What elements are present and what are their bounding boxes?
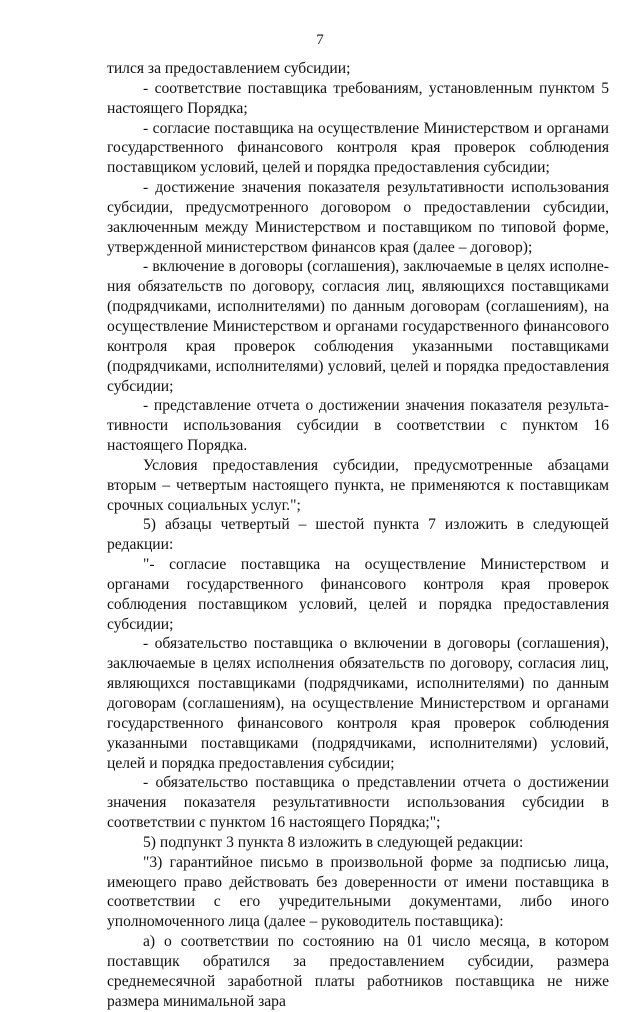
paragraph-continuation: тился за предоставлением субсидии; <box>107 60 351 77</box>
page-number: 7 <box>316 32 324 48</box>
paragraph-guarantee-letter: "3) гарантийное письмо в произвольной форме за подписью лица, имеющего право действовать без доверенности от имени поставщика в соответствии с его учредительными документами, либо иного уполномоченного лица (далее – руководитель поставщика): <box>107 853 609 931</box>
paragraph-requirements-compliance: - соответствие поставщика требованиям, установленным пунктом 5 настоящего Порядка; <box>107 79 609 117</box>
paragraph-amendment-item-8: 5) подпункт 3 пункта 8 изложить в следующей редакции: <box>143 833 524 851</box>
paragraph-new-obligation-report: - обязательство поставщика о представлении отчета о достижении значения показателя результативности использования субсидии в соответствии с пунктом 16 настоящего Порядка;"; <box>107 774 609 832</box>
paragraph-contract-inclusion: - включение в договоры (соглашения), заключаемые в целях исполнения обязательств по договору, согласия лиц, являющихся поставщиками (подрядчиками, исполнителями) по данным договорам (соглашениям), на осуществление Министерством и органами государственного финансового контроля края проверок соблюдения указанными поставщиками (подрядчиками, исполнителями) условий, целей и порядка предоставления субсидии; <box>107 258 609 395</box>
paragraph-amendment-item-7: 5) абзацы четвертый – шестой пункта 7 изложить в следующей редакции: <box>107 516 609 554</box>
paragraph-new-obligation-inclusion: - обязательство поставщика о включении в договоры (соглашения), заключаемые в целях исполнения обязательств по договору, согласия лиц, являющихся поставщиками (подрядчиками, исполнителями) по данным договорам (соглашениям), на осуществление Министерством и органами государственного финансового контроля края проверок соблюдения указанными поставщиками (подрядчиками, исполнителями) условий, целей и порядка предоставления субсидии; <box>107 635 609 772</box>
paragraph-conditions-exception: Условия предоставления субсидии, предусмотренные абзацами вторым – четвертым настоящего пункта, не применяются к поставщикам срочных социальных услуг."; <box>107 456 609 514</box>
document-body <box>107 59 609 1012</box>
paragraph-performance-indicator: - достижение значения показателя результативности использования субсидии, предусмотренного договором о предоставлении субсидии, заключенным между Министерством и поставщиком по типовой форме, утвержденной министерством финансов края (далее – договор); <box>107 179 609 256</box>
paragraph-new-consent: "- согласие поставщика на осуществление Министерством и органами государственного финансового контроля края проверок соблюдения поставщиком условий, целей и порядка предоставления субсидии; <box>107 556 609 633</box>
paragraph-subitem-a: а) о соответствии по состоянию на 01 число месяца, в котором поставщик обратился за предоставлением субсидии, размера среднемесячной заработной платы работников поставщика не ниже размера минимальной зара <box>107 933 609 1010</box>
paragraph-consent-to-inspection: - согласие поставщика на осуществление Министерством и органами государственного финансового контроля края проверок соблюдения поставщиком условий, целей и порядка предоставления субсидии; <box>107 119 609 177</box>
paragraph-report-submission: - представление отчета о достижении значения показателя результативности использования субсидии в соответствии с пунктом 16 настоящего Порядка. <box>107 397 609 455</box>
